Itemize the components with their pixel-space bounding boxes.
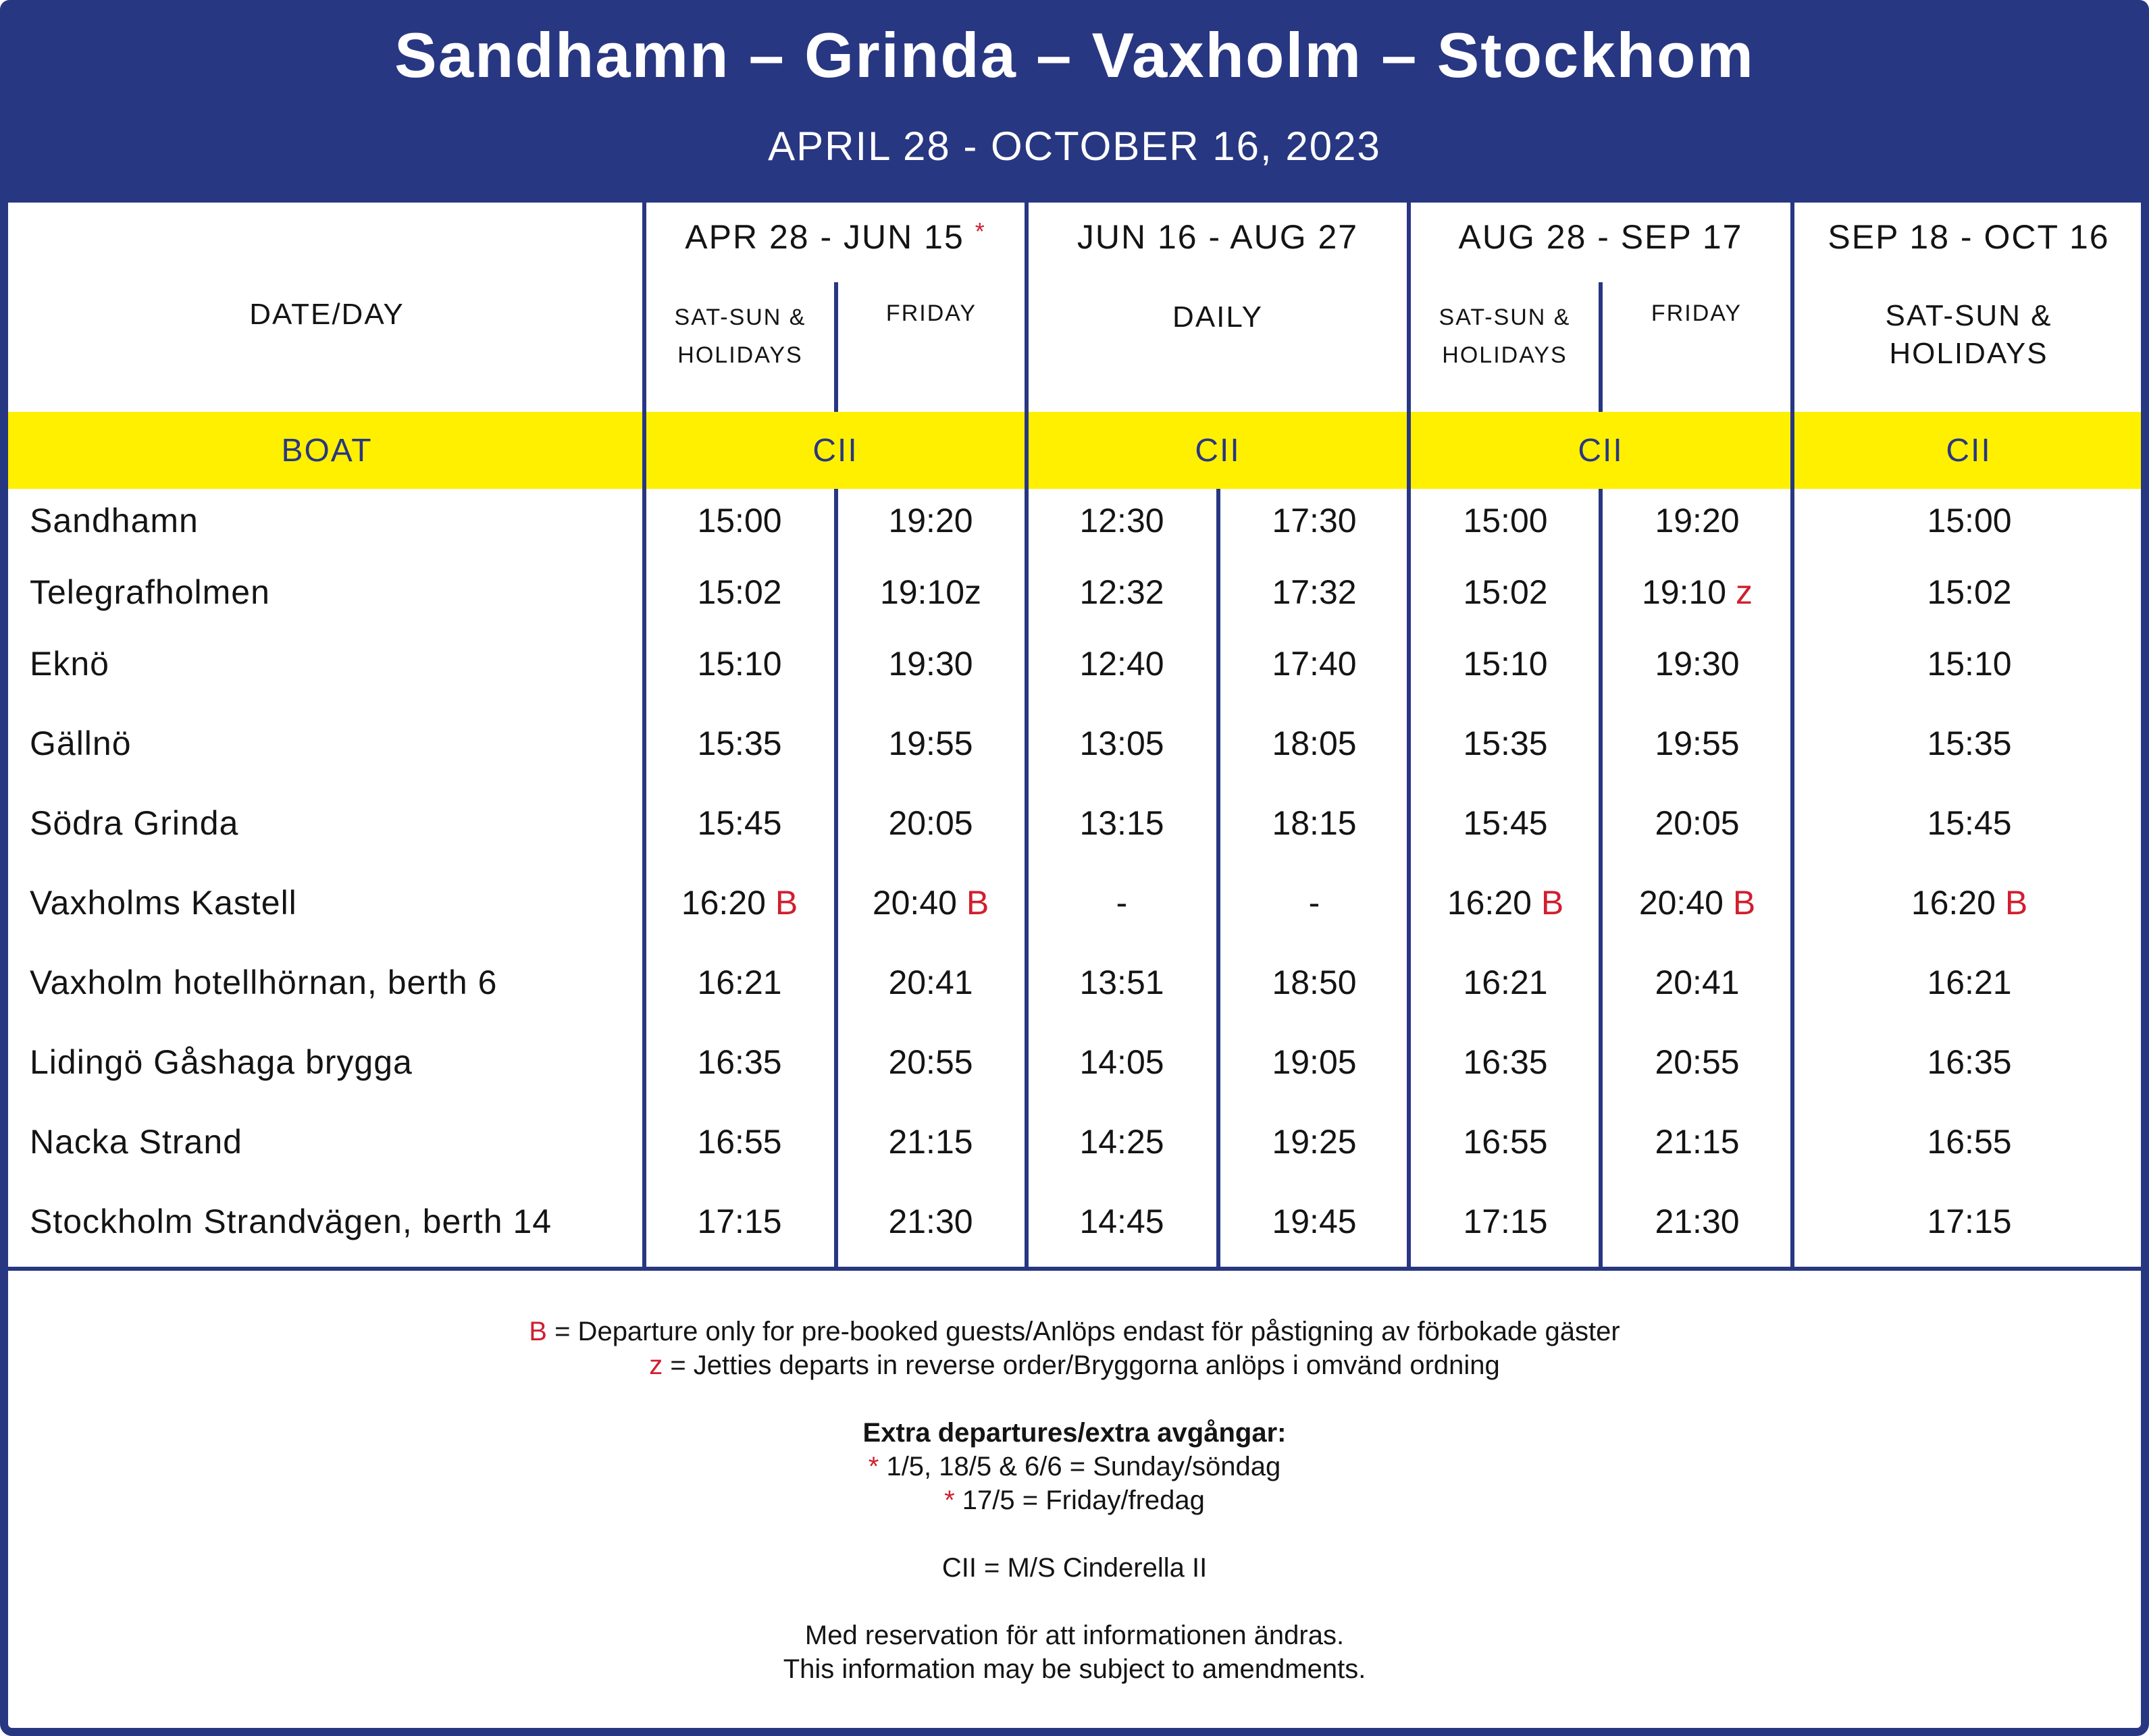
departure-time: 12:40	[1079, 645, 1164, 683]
departure-time: 17:15	[1463, 1203, 1548, 1240]
departure-marker: B	[956, 884, 989, 922]
departure-time: 16:35	[697, 1043, 782, 1081]
departure-time: 14:25	[1079, 1123, 1164, 1161]
departure-time: 20:55	[1655, 1043, 1740, 1081]
departure-time: 20:40 B	[872, 884, 989, 922]
boat-p4: CII	[1946, 433, 1992, 469]
departure-time: 15:00	[1927, 502, 2012, 540]
departure-time: 19:30	[1655, 645, 1740, 683]
day-type-p1-sat-sun: SAT-SUN & HOLIDAYS	[674, 305, 806, 368]
station-name: Eknö	[30, 645, 109, 683]
departure-time: 20:55	[888, 1043, 973, 1081]
departure-time: 15:00	[697, 502, 782, 540]
departure-time: 20:05	[888, 804, 973, 842]
departure-time: 18:05	[1272, 725, 1357, 762]
station-name: Gällnö	[30, 725, 132, 762]
departure-time: 17:32	[1272, 573, 1357, 611]
departure-time: 15:02	[697, 573, 782, 611]
boat-label: BOAT	[281, 433, 373, 469]
departure-time: 19:05	[1272, 1043, 1357, 1081]
departure-time: 17:15	[697, 1203, 782, 1240]
departure-time: 16:35	[1927, 1043, 2012, 1081]
departure-time: 17:15	[1927, 1203, 2012, 1240]
departure-time: 19:10 z	[1641, 573, 1753, 611]
departure-time: 15:35	[1927, 725, 2012, 762]
departure-time: 13:51	[1079, 964, 1164, 1001]
departure-marker: z	[1726, 573, 1753, 611]
departure-time: 12:32	[1079, 573, 1164, 611]
station-name: Lidingö Gåshaga brygga	[30, 1043, 413, 1081]
departure-time: 13:05	[1079, 725, 1164, 762]
legend-z: z = Jetties departs in reverse order/Bryggorna anlöps i omvänd ordning	[649, 1350, 1500, 1380]
departure-time: 15:10	[1927, 645, 2012, 683]
legend-b: B = Departure only for pre-booked guests/Anlöps endast för påstigning av förbokade gäster	[529, 1317, 1620, 1346]
departure-time: 16:55	[1463, 1123, 1548, 1161]
departure-time: 16:35	[1463, 1043, 1548, 1081]
boat-p2: CII	[1195, 433, 1241, 469]
legend-extra-2-marker: *	[944, 1485, 955, 1515]
departure-time: 19:20	[888, 502, 973, 540]
departure-time: 16:55	[1927, 1123, 2012, 1161]
station-name: Vaxholm hotellhörnan, berth 6	[30, 964, 498, 1001]
departure-time: 14:05	[1079, 1043, 1164, 1081]
departure-time: 19:25	[1272, 1123, 1357, 1161]
departure-marker: B	[1723, 884, 1756, 922]
departure-time: 21:15	[888, 1123, 973, 1161]
departure-marker: B	[1995, 884, 2028, 922]
day-type-p3-sat-sun: SAT-SUN & HOLIDAYS	[1439, 305, 1571, 368]
departure-time: 19:45	[1272, 1203, 1357, 1240]
table-bottom-rule	[8, 1267, 2141, 1271]
departure-time: 20:05	[1655, 804, 1740, 842]
departure-time: -	[1308, 884, 1320, 922]
station-name: Stockholm Strandvägen, berth 14	[30, 1203, 552, 1240]
legend-boat-key: CII = M/S Cinderella II	[941, 1553, 1208, 1583]
legend-extra-title: Extra departures/extra avgångar:	[862, 1418, 1287, 1448]
departure-time: 15:45	[1463, 804, 1548, 842]
legend-extra-2: * 17/5 = Friday/fredag	[944, 1485, 1205, 1515]
departure-time: 21:30	[1655, 1203, 1740, 1240]
departure-time: 19:55	[1655, 725, 1740, 762]
corner-label: DATE/DAY	[249, 298, 405, 331]
page-title: Sandhamn – Grinda – Vaxholm – Stockhom	[394, 20, 1755, 90]
day-type-p4-sat-sun: SAT-SUN & HOLIDAYS	[1885, 299, 2052, 370]
departure-time: 16:21	[1463, 964, 1548, 1001]
departure-time: 21:30	[888, 1203, 973, 1240]
departure-time: 16:55	[697, 1123, 782, 1161]
departure-time: 21:15	[1655, 1123, 1740, 1161]
departure-time: 14:45	[1079, 1203, 1164, 1240]
station-name: Södra Grinda	[30, 804, 239, 842]
departure-time: 20:41	[1655, 964, 1740, 1001]
departure-time: 19:55	[888, 725, 973, 762]
legend-note-sv: Med reservation för att informationen ändras.	[804, 1621, 1345, 1650]
legend-b-key: B	[529, 1317, 547, 1346]
departure-time: -	[1116, 884, 1128, 922]
departure-time: 15:10	[697, 645, 782, 683]
departure-time: 15:00	[1463, 502, 1548, 540]
station-name: Nacka Strand	[30, 1123, 242, 1161]
departure-marker: B	[1531, 884, 1564, 922]
legend-extra-1: * 1/5, 18/5 & 6/6 = Sunday/söndag	[868, 1452, 1281, 1481]
departure-time: 19:20	[1655, 502, 1740, 540]
departure-time: 13:15	[1079, 804, 1164, 842]
page-subtitle: APRIL 28 - OCTOBER 16, 2023	[768, 124, 1381, 169]
header-banner	[0, 0, 2149, 203]
departure-time: 19:30	[888, 645, 973, 683]
departure-time: 16:20 B	[1911, 884, 2028, 922]
period-2-label: JUN 16 - AUG 27	[1077, 218, 1359, 256]
legend-note-en: This information may be subject to amendments.	[783, 1654, 1366, 1684]
period-4-label: SEP 18 - OCT 16	[1828, 218, 2110, 256]
boat-p3: CII	[1578, 433, 1624, 469]
departure-time: 19:10z	[879, 573, 982, 611]
departure-time: 12:30	[1079, 502, 1164, 540]
day-type-p2-daily: DAILY	[1172, 300, 1263, 334]
departure-time: 17:30	[1272, 502, 1357, 540]
legend-z-key: z	[649, 1350, 663, 1380]
departure-time: 17:40	[1272, 645, 1357, 683]
departure-time: 18:50	[1272, 964, 1357, 1001]
boat-p1: CII	[812, 433, 858, 469]
period-1-marker: *	[975, 217, 986, 245]
legend-extra-1-marker: *	[868, 1452, 879, 1481]
departure-time: 15:35	[1463, 725, 1548, 762]
departure-time: 15:10	[1463, 645, 1548, 683]
departure-time: 16:20 B	[681, 884, 798, 922]
station-name: Sandhamn	[30, 502, 199, 540]
departure-time: 15:45	[1927, 804, 2012, 842]
departure-time: 15:45	[697, 804, 782, 842]
departure-time: 18:15	[1272, 804, 1357, 842]
station-name: Vaxholms Kastell	[30, 884, 297, 922]
departure-time: 15:02	[1463, 573, 1548, 611]
departure-time: 16:20 B	[1447, 884, 1564, 922]
day-type-p1-friday: FRIDAY	[885, 300, 977, 326]
departure-time: 15:02	[1927, 573, 2012, 611]
station-name: Telegrafholmen	[30, 573, 270, 611]
departure-time: 16:21	[697, 964, 782, 1001]
departure-time: 20:40 B	[1638, 884, 1756, 922]
departure-time: 15:35	[697, 725, 782, 762]
day-type-p3-friday: FRIDAY	[1651, 300, 1742, 326]
departure-time: 20:41	[888, 964, 973, 1001]
departure-marker: B	[765, 884, 798, 922]
period-1-label: APR 28 - JUN 15 *	[685, 217, 986, 256]
period-3-label: AUG 28 - SEP 17	[1458, 218, 1743, 256]
departure-time: 16:21	[1927, 964, 2012, 1001]
